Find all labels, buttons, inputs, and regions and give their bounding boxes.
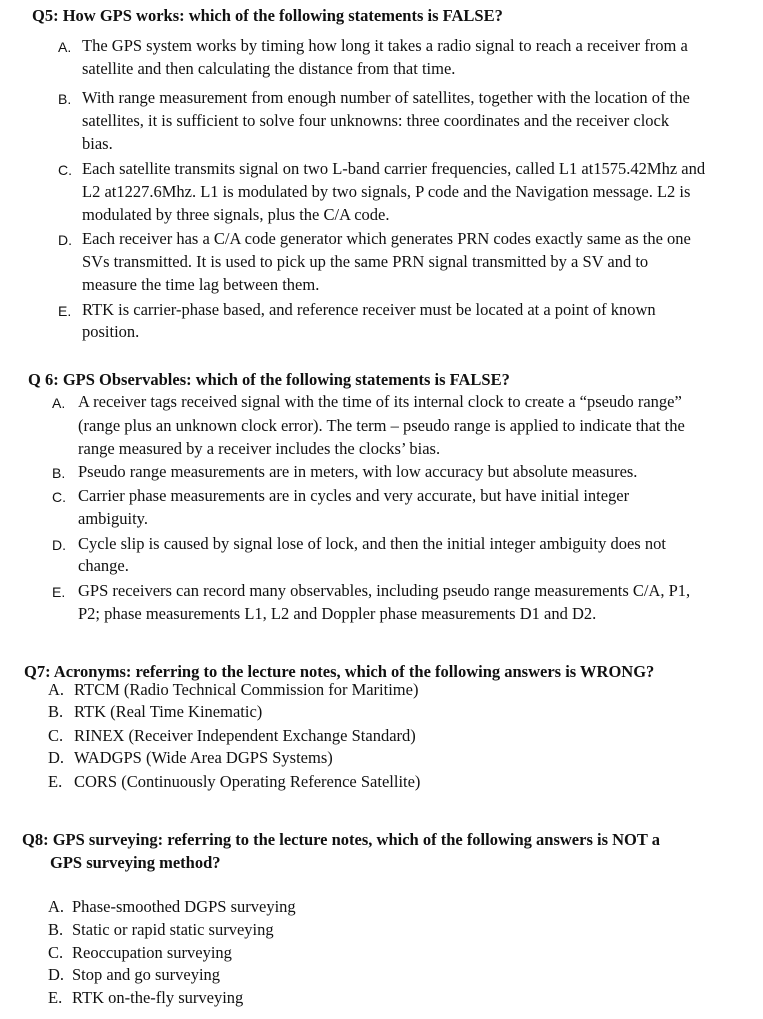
option-letter: B. xyxy=(48,702,64,721)
option-letter: D. xyxy=(48,748,65,767)
question-heading: Q8: GPS surveying: referring to the lecture notes, which of the following answers is NOT a xyxy=(22,830,660,849)
option-letter: B. xyxy=(48,920,64,939)
option-letter: A. xyxy=(58,39,72,55)
option-text: position. xyxy=(82,322,140,341)
option-letter: E. xyxy=(48,988,63,1007)
option-text: A receiver tags received signal with the time of its internal clock to create a “pseudo range” xyxy=(78,392,682,411)
option-text: With range measurement from enough number of satellites, together with the location of the xyxy=(82,88,690,107)
option-text: Cycle slip is caused by signal lose of lock, and then the initial integer ambiguity does not xyxy=(78,534,666,553)
option-text: Each satellite transmits signal on two L-band carrier frequencies, called L1 at1575.42Mhz and xyxy=(82,159,706,178)
option-text: measure the time lag between them. xyxy=(82,275,320,294)
option-text: Each receiver has a C/A code generator which generates PRN codes exactly same as the one xyxy=(82,229,691,248)
option-text: RINEX (Receiver Independent Exchange Standard) xyxy=(74,726,416,745)
option-letter: C. xyxy=(52,489,66,505)
option-text: CORS (Continuously Operating Reference Satellite) xyxy=(74,772,421,791)
question-heading: Q 6: GPS Observables: which of the following statements is FALSE? xyxy=(28,370,510,389)
option-text: SVs transmitted. It is used to pick up the same PRN signal transmitted by a SV and to xyxy=(82,252,649,271)
option-text: Static or rapid static surveying xyxy=(72,920,274,939)
option-letter: A. xyxy=(48,680,65,699)
option-text: P2; phase measurements L1, L2 and Doppler phase measurements D1 and D2. xyxy=(78,604,597,623)
option-letter: C. xyxy=(48,943,64,962)
option-text: Phase-smoothed DGPS surveying xyxy=(72,897,296,916)
option-text: satellite and then calculating the distance from that time. xyxy=(82,59,456,78)
option-letter: E. xyxy=(48,772,63,791)
option-text: Carrier phase measurements are in cycles and very accurate, but have initial integer xyxy=(78,486,630,505)
option-text: satellites, it is sufficient to solve four unknowns: three coordinates and the receiver clock xyxy=(82,111,670,130)
option-letter: A. xyxy=(48,897,65,916)
option-text: RTK on-the-fly surveying xyxy=(72,988,244,1007)
option-text: Stop and go surveying xyxy=(72,965,221,984)
option-letter: C. xyxy=(48,726,64,745)
option-text: WADGPS (Wide Area DGPS Systems) xyxy=(74,748,333,767)
option-text: L2 at1227.6Mhz. L1 is modulated by two signals, P code and the Navigation message. L2 is xyxy=(82,182,691,201)
option-letter: C. xyxy=(58,162,72,178)
option-text: change. xyxy=(78,556,129,575)
question-heading: Q5: How GPS works: which of the following statements is FALSE? xyxy=(32,6,503,25)
option-text: ambiguity. xyxy=(78,509,148,528)
option-text: Reoccupation surveying xyxy=(72,943,232,962)
option-letter: D. xyxy=(52,537,66,553)
option-letter: B. xyxy=(52,465,66,481)
option-letter: E. xyxy=(58,303,72,319)
option-text: (range plus an unknown clock error). The term – pseudo range is applied to indicate that the xyxy=(78,416,685,435)
question-heading: Q7: Acronyms: referring to the lecture notes, which of the following answers is WRONG? xyxy=(24,662,655,681)
option-text: modulated by three signals, plus the C/A code. xyxy=(82,205,390,224)
option-letter: A. xyxy=(52,395,66,411)
option-letter: E. xyxy=(52,584,66,600)
option-text: The GPS system works by timing how long it takes a radio signal to reach a receiver from a xyxy=(82,36,688,55)
option-letter: D. xyxy=(58,232,72,248)
option-text: RTK (Real Time Kinematic) xyxy=(74,702,263,721)
option-text: GPS receivers can record many observables, including pseudo range measurements C/A, P1, xyxy=(78,581,691,600)
option-text: bias. xyxy=(82,134,113,153)
option-letter: D. xyxy=(48,965,65,984)
option-letter: B. xyxy=(58,91,72,107)
option-text: Pseudo range measurements are in meters, with low accuracy but absolute measures. xyxy=(78,462,638,481)
question-heading: GPS surveying method? xyxy=(50,853,221,872)
option-text: RTK is carrier-phase based, and reference receiver must be located at a point of known xyxy=(82,300,656,319)
option-text: range measured by a receiver includes the clocks’ bias. xyxy=(78,439,441,458)
option-text: RTCM (Radio Technical Commission for Maritime) xyxy=(74,680,419,699)
